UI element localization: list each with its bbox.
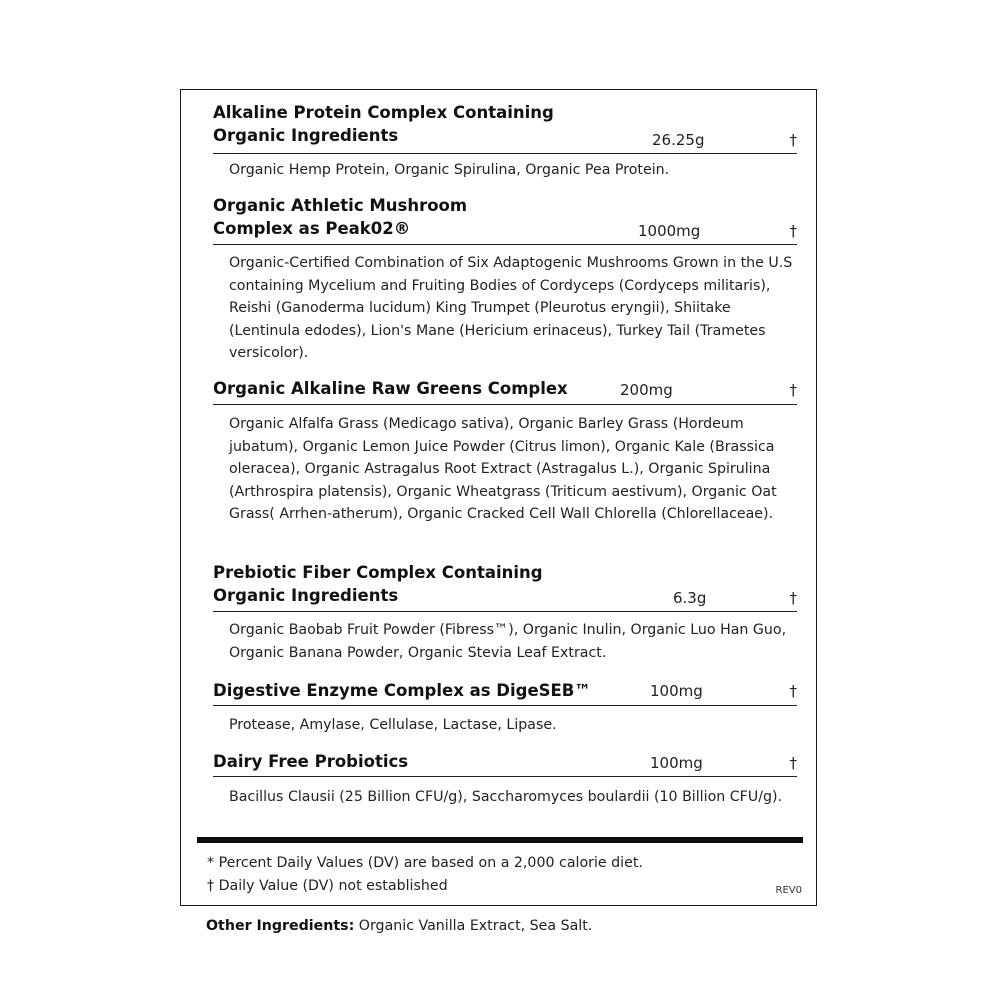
section-description: Bacillus Clausii (25 Billion CFU/g), Saccharomyces boulardii (10 Billion CFU/g). — [229, 789, 783, 805]
section-amount: 200mg — [620, 381, 673, 399]
section-description: Organic Alfalfa Grass (Medicago sativa), Organic Barley Grass (Hordeum jubatum), Organic Lemon Juice Powder (Citrus limon), Organic Kale (Brassica oleracea), Organic Astragalus Root Extract (Astragalus L.), Organic Spirulina (Arthrospira platensis), Organic Wheatgrass (Triticum aestivum), Organic Oat Grass( Arrhen-atherum), Organic Cracked Cell Wall Chlorella (Chlorellaceae). — [229, 416, 777, 523]
revision-code: REV0 — [775, 885, 802, 896]
section-amount: 100mg — [650, 682, 703, 700]
section-rule — [213, 244, 797, 245]
section-name: Dairy Free Probiotics — [213, 752, 409, 771]
section-name: Digestive Enzyme Complex as DigeSEB™ — [213, 681, 591, 700]
dagger-mark: † — [789, 131, 797, 149]
section-rule — [213, 404, 797, 405]
section-raw-greens — [213, 377, 797, 407]
dagger-mark: † — [789, 381, 797, 399]
section-description: Organic Hemp Protein, Organic Spirulina, Organic Pea Protein. — [229, 162, 670, 178]
section-digestive-enzyme — [213, 679, 797, 709]
section-name: Organic Alkaline Raw Greens Complex — [213, 379, 568, 398]
section-description: Organic Baobab Fruit Powder (Fibress™), Organic Inulin, Organic Luo Han Guo, Organic Banana Powder, Organic Stevia Leaf Extract. — [229, 622, 787, 661]
dagger-mark: † — [789, 754, 797, 772]
section-alkaline-protein — [213, 100, 797, 156]
section-name: Prebiotic Fiber Complex Containing Organic Ingredients — [213, 563, 543, 605]
other-ingredients-text: Organic Vanilla Extract, Sea Salt. — [354, 918, 593, 934]
other-ingredients-label: Other Ingredients: — [206, 918, 355, 934]
section-rule — [213, 776, 797, 777]
section-name: Organic Athletic Mushroom Complex as Peak02® — [213, 196, 468, 238]
other-ingredients — [206, 914, 592, 938]
section-rule — [213, 705, 797, 706]
section-rule — [213, 611, 797, 612]
thick-divider — [197, 837, 803, 843]
dagger-mark: † — [789, 589, 797, 607]
section-name: Alkaline Protein Complex Containing Organic Ingredients — [213, 103, 554, 145]
dagger-mark: † — [789, 222, 797, 240]
dagger-mark: † — [789, 682, 797, 700]
section-amount: 100mg — [650, 754, 703, 772]
section-prebiotic-fiber — [213, 561, 797, 617]
section-athletic-mushroom — [213, 194, 797, 250]
section-amount: 26.25g — [652, 131, 705, 149]
section-description: Organic-Certified Combination of Six Adaptogenic Mushrooms Grown in the U.S containing Mycelium and Fruiting Bodies of Cordyceps (Cordyceps militaris), Reishi (Ganoderma lucidum) King Trumpet (Pleurotus eryngii), Shiitake (Lentinula edodes), Lion's Mane (Hericium erinaceus), Turkey Tail (Trametes versicolor). — [229, 255, 793, 362]
supplement-facts-panel — [180, 89, 817, 906]
section-description: Protease, Amylase, Cellulase, Lactase, Lipase. — [229, 717, 557, 733]
footnote-dv-percent: * Percent Daily Values (DV) are based on a 2,000 calorie diet. — [207, 855, 643, 871]
section-rule — [213, 153, 797, 154]
footnote-dv-not-established: † Daily Value (DV) not established — [207, 878, 448, 894]
section-amount: 1000mg — [638, 222, 701, 240]
section-dairy-free-probiotics — [213, 750, 797, 780]
section-amount: 6.3g — [673, 589, 707, 607]
